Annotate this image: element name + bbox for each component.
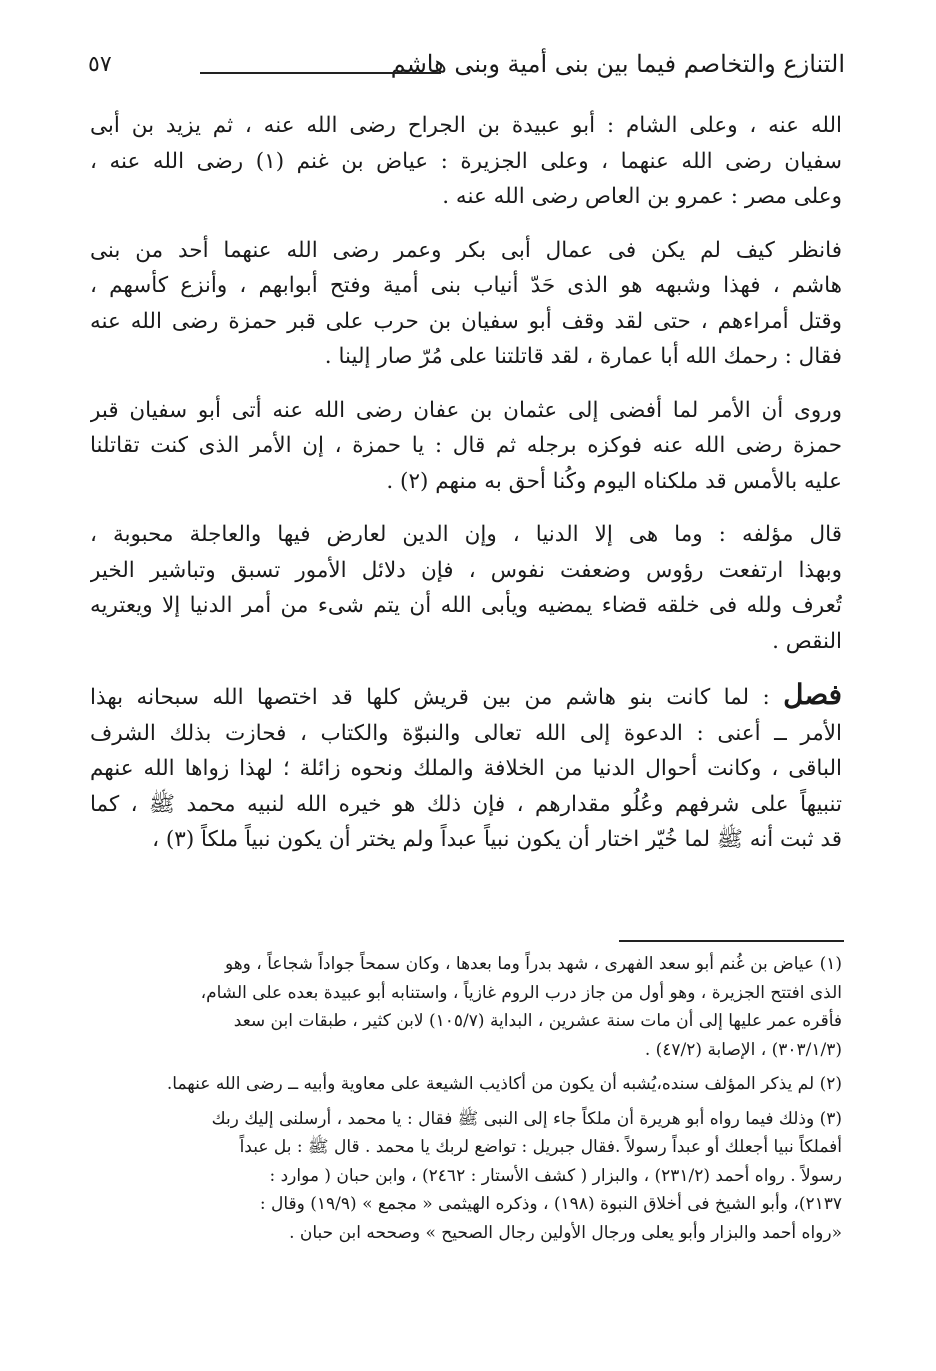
running-title: التنازع والتخاصم فيما بين بنى أمية وبنى هاشم <box>390 50 845 78</box>
section-heading-word: فصل <box>783 678 842 711</box>
text-line: قد ثبت أنه ﷺ لما خُيّر اختار أن يكون نبياً عبداً ولم يختر أن يكون نبياً ملكاً (٣) ، <box>152 827 842 852</box>
footnote-line: فأقره عمر عليها إلى أن مات سنة عشرين ، البداية (١٠٥/٧) لابن كثير ، طبقات ابن سعد <box>233 1011 842 1031</box>
text-line: الأمر ــ أعنى : الدعوة إلى الله تعالى والنبوّة والكتاب ، فحازت بذلك الشرف <box>90 720 842 746</box>
paragraph-4 <box>90 517 842 659</box>
footnote-2 <box>90 1070 842 1099</box>
text-line: تُعرف ولله فى خلقه قضاء يمضيه ويأبى الله أن يتم شىء من أمر الدنيا إلا ويعتريه <box>90 593 842 618</box>
page-number: ٥٧ <box>88 52 112 77</box>
text-line: تنبيهاً على شرفهم وعُلُو مقدارهم ، فإن ذلك هو خيره الله لنبيه محمد ﷺ ، كما <box>90 791 842 817</box>
footnotes <box>90 950 842 1253</box>
footnote-line: الذى افتتح الجزيرة ، وهو أول من جاز درب الروم غازياً ، واستنابه أبو عبيدة بعده على الشام، <box>200 982 842 1003</box>
footnote-line: (٣٠٣/١/٣) ، الإصابة (٤٧/٢) . <box>644 1039 842 1060</box>
footnote-line: (٣) وذلك فيما رواه أبو هريرة أن ملكاً جاء إلى النبى ﷺ فقال : يا محمد ، أرسلنى إليك ربك <box>211 1108 842 1129</box>
text-line: سفيان رضى الله عنهما ، وعلى الجزيرة : عياض بن غنم (١) رضى الله عنه ، <box>90 148 842 174</box>
footnote-line: ٢١٣٧)، وأبو الشيخ فى أخلاق النبوة (١٩٨) ، وذكره الهيثمى « مجمع » (١٩/٩) وقال : <box>259 1194 842 1214</box>
text-line: الباقى ، وكانت أحوال الدنيا من الخلافة والملك ونحوه زائلة ؛ لهذا زواها الله عنهم <box>90 756 842 781</box>
text-line: فانظر كيف لم يكن فى عمال أبى بكر وعمر رضى الله عنهما أحد من بنى <box>90 237 842 263</box>
page-header <box>88 50 845 90</box>
section-fasl <box>90 677 842 858</box>
text-line: وبهذا ارتفعت رؤوس وضعفت نفوس ، فإن دلائل الأمور تسبق وتباشير الخير <box>90 557 842 583</box>
paragraph-1 <box>90 108 842 215</box>
text-line: وعلى مصر : عمرو بن العاص رضى الله عنه . <box>442 184 842 209</box>
main-text <box>90 108 842 876</box>
section-first-line-text: : لما كانت بنو هاشم من بين قريش كلها قد اختصها الله سبحانه بهذا <box>90 685 784 710</box>
footnote-separator <box>619 940 844 942</box>
footnote-line: رسولاً . رواه أحمد (٢٣١/٢) ، والبزار ( كشف الأستار : ٢٤٦٢) ، وابن حبان ( موارد : <box>269 1165 842 1186</box>
footnote-line: «رواه أحمد والبزار وأبو يعلى ورجال الأولين رجال الصحيح » وصححه ابن حبان . <box>289 1222 842 1243</box>
footnote-1 <box>90 950 842 1064</box>
footnote-line: (٢) لم يذكر المؤلف سنده،يُشبه أن يكون من أكاذيب الشيعة على معاوية وأبيه ــ رضى الله عنهما. <box>166 1074 842 1094</box>
text-line: قال مؤلفه : وما هى إلا الدنيا ، وإن الدين لعارض فيها والعاجلة محبوبة ، <box>90 522 842 547</box>
text-line: هاشم ، فهذا وشبهه هو الذى حَدّ أنياب بنى أمية وفتح أبوابهم ، وأنزع كأسهم ، <box>90 273 842 298</box>
text-line: وقتل أمراءهم ، حتى لقد وقف أبو سفيان بن حرب على قبر حمزة رضى الله عنه <box>90 308 842 334</box>
text-line: وروى أن الأمر لما أفضى إلى عثمان بن عفان رضى الله عنه أتى أبو سفيان قبر <box>90 397 842 423</box>
footnote-3 <box>90 1105 842 1248</box>
footnote-line: أفملكاً نبيا أجعلك أو عبداً رسولاً .فقال جبريل : تواضع لربك يا محمد . قال ﷺ : بل عبداً <box>239 1137 842 1157</box>
header-rule <box>200 72 441 74</box>
section-first-line <box>90 677 842 716</box>
paragraph-3 <box>90 393 842 500</box>
text-line: النقص . <box>772 628 842 654</box>
footnote-line: (١) عياض بن غُنم أبو سعد الفهرى ، شهد بدراً وما بعدها ، وكان سمحاً جواداً شجاعاً ، وهو <box>224 954 842 974</box>
text-line: فقال : رحمك الله أبا عمارة ، لقد قاتلتنا على مُرّ صار إلينا . <box>324 344 842 369</box>
text-line: حمزة رضى الله عنه فوكزه برجله ثم قال : يا حمزة ، إن الأمر الذى كنت تقاتلنا <box>90 433 842 458</box>
text-line: عليه بالأمس قد ملكناه اليوم وكُنا أحق به منهم (٢) . <box>386 468 842 494</box>
paragraph-2 <box>90 233 842 375</box>
text-line: الله عنه ، وعلى الشام : أبو عبيدة بن الجراح رضى الله عنه ، ثم يزيد بن أبى <box>90 113 842 138</box>
